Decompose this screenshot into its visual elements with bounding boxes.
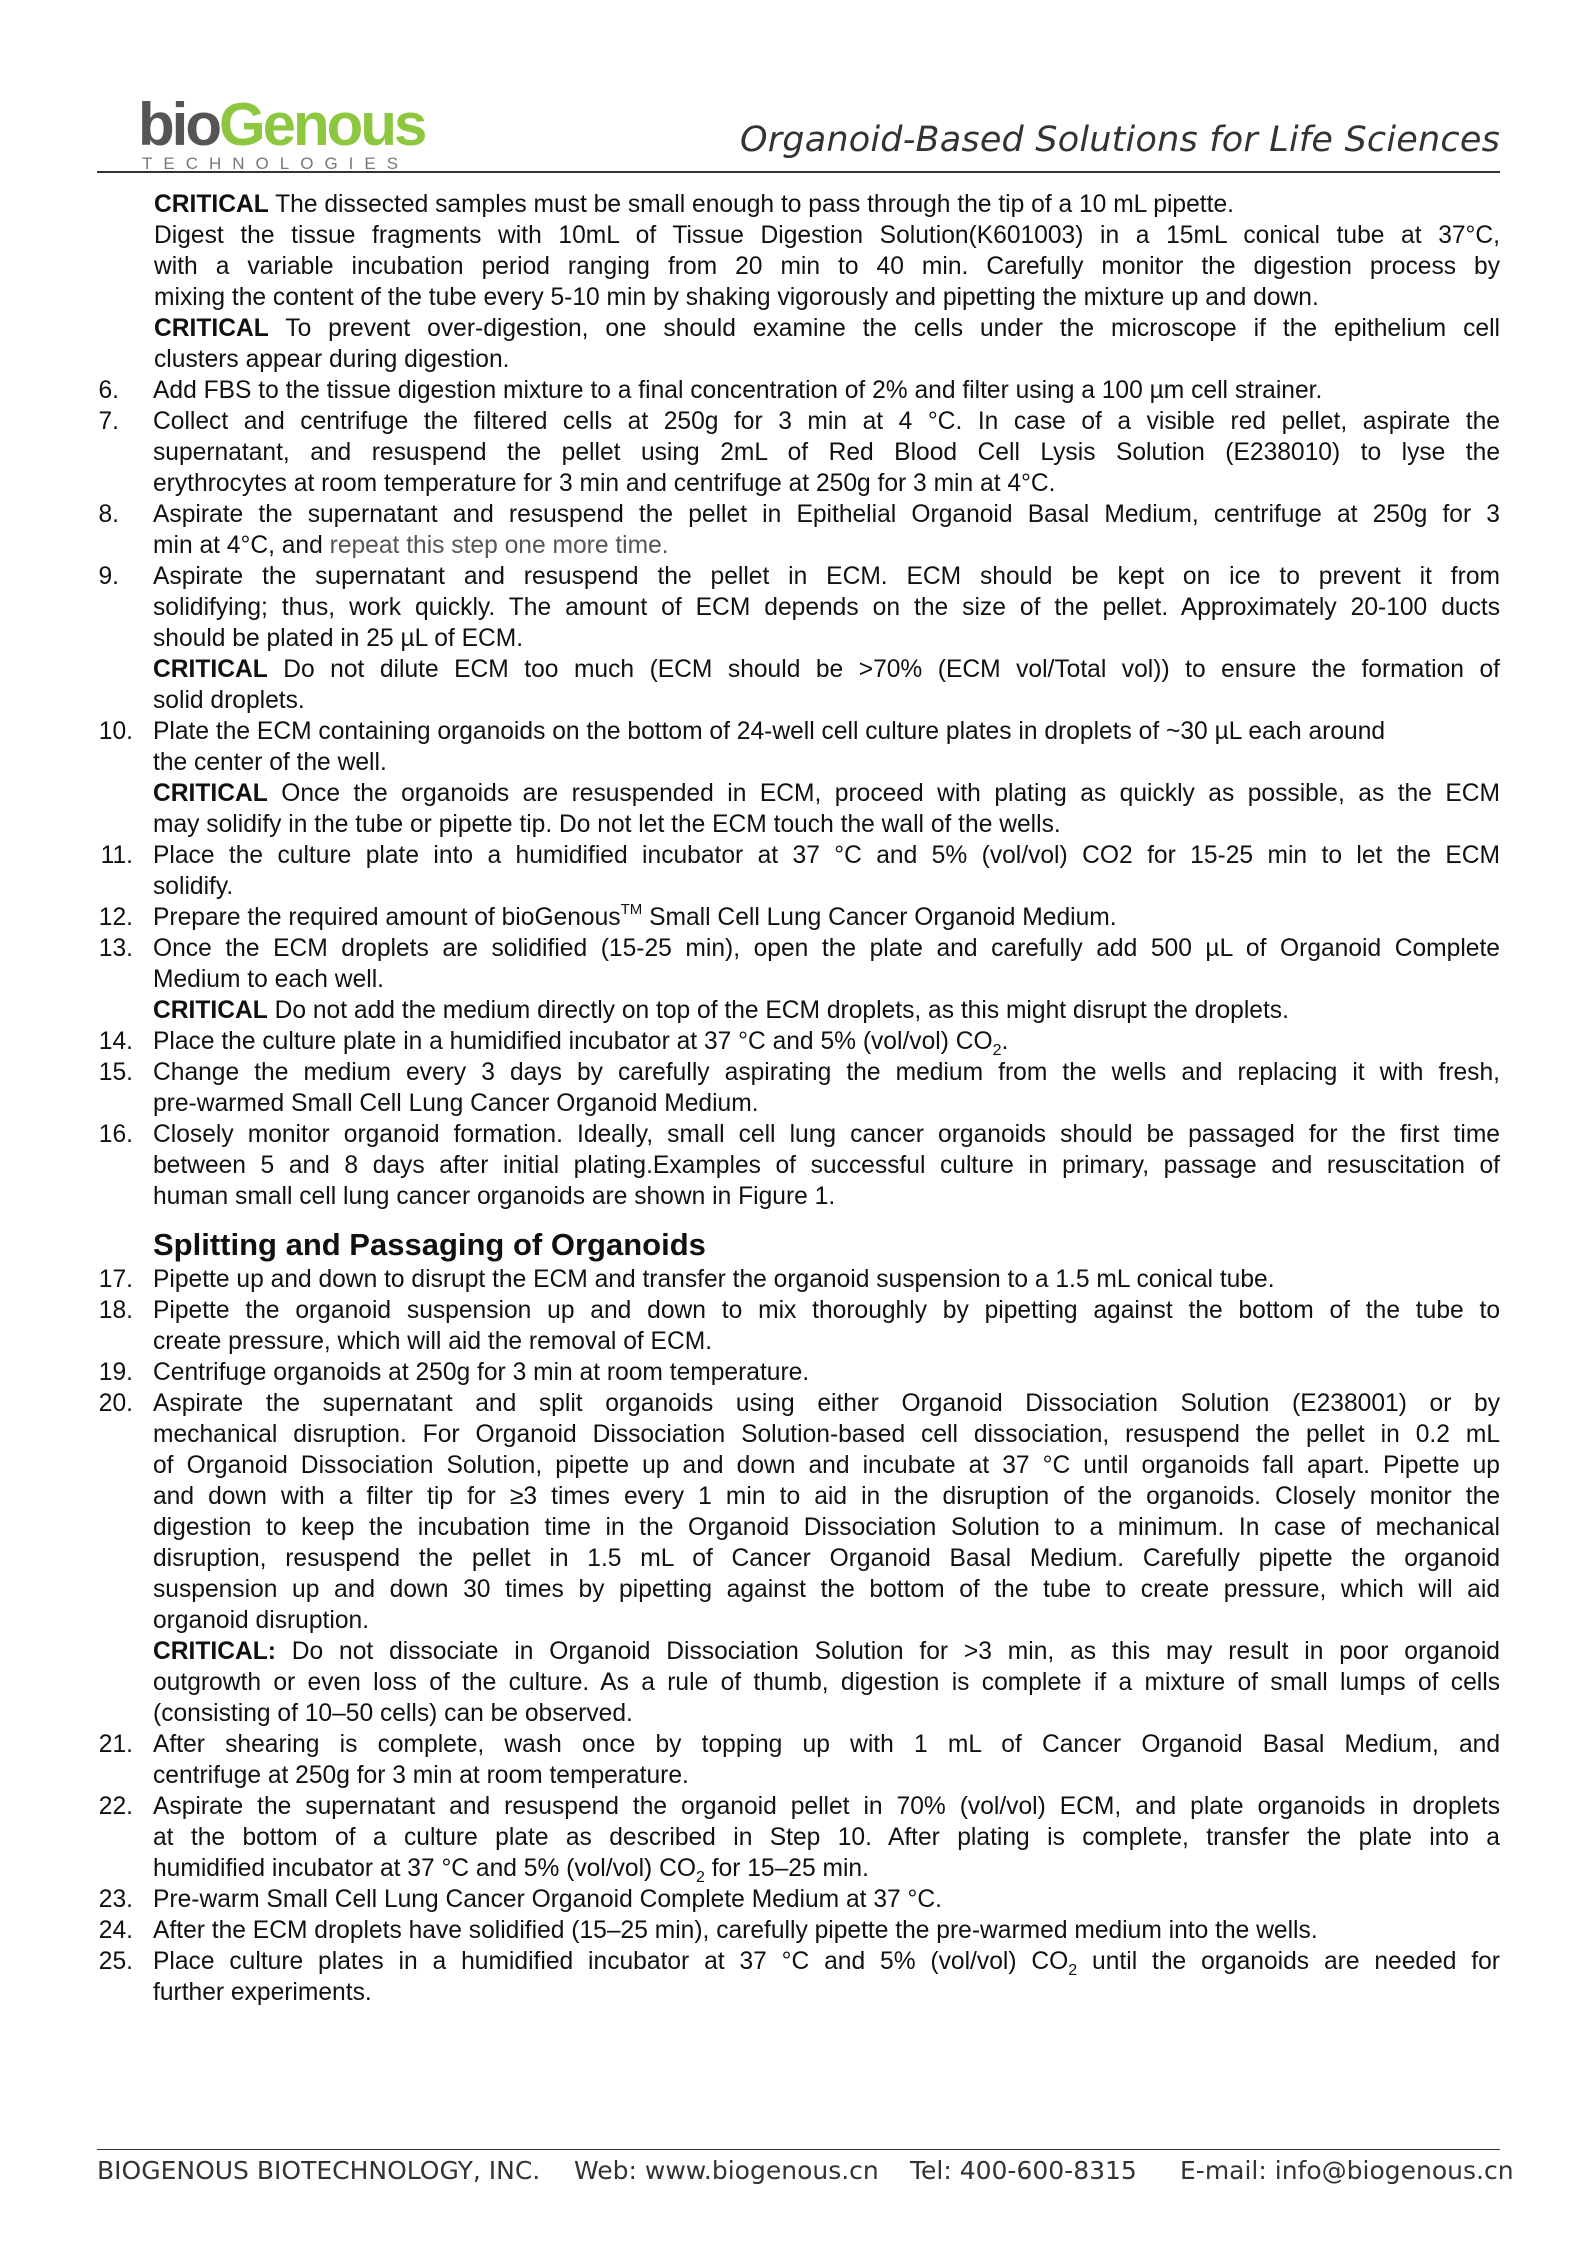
text-line <box>97 1450 1500 1481</box>
step-text: digestion to keep the incubation time in the Organoid Dissociation Solution to a minimum. In case of mechanical <box>153 1514 1500 1541</box>
list-item <box>97 1884 1500 1915</box>
text-line <box>97 189 1500 220</box>
step-text: Aspirate the supernatant and resuspend the pellet in Epithelial Organoid Basal Medium, centrifuge at 250g for 3 <box>153 501 1500 528</box>
step-text: Prepare the required amount of bioGenous <box>153 904 621 931</box>
list-item <box>97 1057 1500 1088</box>
step-text: (consisting of 10–50 cells) can be observed. <box>153 1700 633 1727</box>
step-text: Small Cell Lung Cancer Organoid Medium. <box>642 904 1117 931</box>
step-text: Collect and centrifuge the filtered cells at 250g for 3 min at 4 °C. In case of a visible red pellet, aspirate the <box>153 408 1500 435</box>
step-text: centrifuge at 250g for 3 min at room temperature. <box>153 1762 689 1789</box>
subscript: 2 <box>695 1868 705 1886</box>
list-item <box>97 499 1500 530</box>
step-text-grey: repeat this step one more time. <box>329 532 669 559</box>
text-line <box>97 282 1500 313</box>
step-number: 11. <box>100 842 133 869</box>
paragraph-line: with a variable incubation period ranging from 20 min to 40 min. Carefully monitor the digestion process by <box>154 253 1500 280</box>
step-text: may solidify in the tube or pipette tip. Do not let the ECM touch the wall of the wells. <box>153 811 1061 838</box>
logo-subtitle: TECHNOLOGIES <box>142 154 410 173</box>
footer-web: Web: www.biogenous.cn <box>574 2156 879 2185</box>
list-item <box>97 902 1500 933</box>
text-line <box>97 778 1500 809</box>
step-text: pre-warmed Small Cell Lung Cancer Organoid Medium. <box>153 1090 759 1117</box>
step-text: Plate the ECM containing organoids on the bottom of 24-well cell culture plates in droplets of ~30 µL each around <box>153 718 1386 745</box>
list-item <box>97 406 1500 437</box>
critical-label: CRITICAL <box>153 997 268 1024</box>
step-number: 25. <box>98 1948 133 1975</box>
step-text: erythrocytes at room temperature for 3 min and centrifuge at 250g for 3 min at 4°C. <box>153 470 1056 497</box>
step-text: further experiments. <box>153 1979 372 2006</box>
step-number: 22. <box>98 1793 133 1820</box>
step-text: outgrowth or even loss of the culture. As a rule of thumb, digestion is complete if a mixture of small lumps of cells <box>153 1669 1500 1696</box>
step-text: at the bottom of a culture plate as described in Step 10. After plating is complete, transfer the plate into a <box>153 1824 1500 1851</box>
text-line <box>97 1760 1500 1791</box>
text-line <box>97 1853 1500 1884</box>
step-number: 13. <box>98 935 133 962</box>
step-number: 21. <box>98 1731 133 1758</box>
text-line <box>97 1088 1500 1119</box>
step-text: Aspirate the supernatant and resuspend the organoid pellet in 70% (vol/vol) ECM, and plate organoids in droplets <box>153 1793 1500 1820</box>
text-line <box>97 1698 1500 1729</box>
footer-tel: Tel: 400-600-8315 <box>910 2156 1137 2185</box>
logo-wordmark <box>138 92 424 158</box>
step-text: create pressure, which will aid the removal of ECM. <box>153 1328 713 1355</box>
footer-company: BIOGENOUS BIOTECHNOLOGY, INC. <box>97 2156 541 2185</box>
step-text: until the organoids are needed for <box>1077 1948 1500 1975</box>
step-number: 8. <box>98 501 119 528</box>
step-text: Add FBS to the tissue digestion mixture to a final concentration of 2% and filter using a 100 µm cell strainer. <box>153 377 1323 404</box>
text-line <box>97 1181 1500 1212</box>
critical-text: To prevent over-digestion, one should examine the cells under the microscope if the epithelium cell <box>268 315 1500 342</box>
step-text: suspension up and down 30 times by pipetting against the bottom of the tube to create pressure, which will aid <box>153 1576 1500 1603</box>
step-number: 12. <box>98 904 133 931</box>
step-number: 15. <box>98 1059 133 1086</box>
step-text: supernatant, and resuspend the pellet using 2mL of Red Blood Cell Lysis Solution (E238010) to lyse the <box>153 439 1500 466</box>
step-number: 6. <box>98 377 119 404</box>
step-text: and down with a filter tip for ≥3 times every 1 min to aid in the disruption of the organoids. Closely monitor the <box>153 1483 1500 1510</box>
subscript: 2 <box>1068 1961 1078 1979</box>
step-text: solidify. <box>153 873 234 900</box>
step-text: After shearing is complete, wash once by topping up with 1 mL of Cancer Organoid Basal Medium, and <box>153 1731 1500 1758</box>
step-text: Pipette the organoid suspension up and down to mix thoroughly by pipetting against the bottom of the tube to <box>153 1297 1500 1324</box>
list-item <box>97 840 1500 871</box>
step-number: 10. <box>98 718 133 745</box>
step-text: min at 4°C, and <box>153 532 330 559</box>
step-text: Centrifuge organoids at 250g for 3 min at room temperature. <box>153 1359 810 1386</box>
step-text: human small cell lung cancer organoids are shown in Figure 1. <box>153 1183 836 1210</box>
list-item <box>97 716 1500 747</box>
critical-label: CRITICAL <box>154 191 269 218</box>
step-text: Place culture plates in a humidified incubator at 37 °C and 5% (vol/vol) CO <box>153 1948 1069 1975</box>
step-number: 19. <box>98 1359 133 1386</box>
text-line <box>97 1419 1500 1450</box>
step-number: 14. <box>98 1028 133 1055</box>
list-item <box>97 1295 1500 1326</box>
step-text: humidified incubator at 37 °C and 5% (vol/vol) CO <box>153 1855 696 1882</box>
step-number: 7. <box>98 408 119 435</box>
text-line <box>97 747 1500 778</box>
list-item <box>97 1026 1500 1057</box>
step-number: 23. <box>98 1886 133 1913</box>
step-number: 17. <box>98 1266 133 1293</box>
text-line <box>97 220 1500 251</box>
step-text: solid droplets. <box>153 687 305 714</box>
step-number: 24. <box>98 1917 133 1944</box>
section-heading-text: Splitting and Passaging of Organoids <box>153 1227 706 1262</box>
list-item <box>97 1388 1500 1419</box>
list-item <box>97 1729 1500 1760</box>
text-line <box>97 344 1500 375</box>
critical-label: CRITICAL <box>153 656 268 683</box>
trademark-mark: TM <box>620 900 643 918</box>
critical-label: CRITICAL <box>154 315 269 342</box>
step-text: Closely monitor organoid formation. Ideally, small cell lung cancer organoids should be passaged for the first time <box>153 1121 1500 1148</box>
critical-text: Do not dissociate in Organoid Dissociation Solution for >3 min, as this may result in poor organoid <box>275 1638 1500 1665</box>
text-line <box>97 1543 1500 1574</box>
text-line <box>97 964 1500 995</box>
list-item <box>97 1357 1500 1388</box>
step-text: organoid disruption. <box>153 1607 370 1634</box>
text-line <box>97 871 1500 902</box>
text-line <box>97 1605 1500 1636</box>
text-line <box>97 1667 1500 1698</box>
text-line <box>97 623 1500 654</box>
subscript: 2 <box>992 1041 1002 1059</box>
critical-text: The dissected samples must be small enough to pass through the tip of a 10 mL pipette. <box>268 191 1234 218</box>
step-text: between 5 and 8 days after initial plating.Examples of successful culture in primary, passage and resuscitation of <box>153 1152 1500 1179</box>
paragraph-line: Digest the tissue fragments with 10mL of Tissue Digestion Solution(K601003) in a 15mL conical tube at 37°C, <box>154 222 1500 249</box>
step-text: mechanical disruption. For Organoid Dissociation Solution-based cell dissociation, resuspend the pellet in 0.2 mL <box>153 1421 1500 1448</box>
text-line <box>97 1822 1500 1853</box>
footer-email: E-mail: info@biogenous.cn <box>1180 2156 1514 2185</box>
step-text: After the ECM droplets have solidified (15–25 min), carefully pipette the pre-warmed medium into the wells. <box>153 1917 1318 1944</box>
text-line <box>97 1150 1500 1181</box>
step-text: of Organoid Dissociation Solution, pipette up and down and incubate at 37 °C until organoids fall apart. Pipette up <box>153 1452 1500 1479</box>
step-text: . <box>1001 1028 1009 1055</box>
text-line <box>97 1977 1500 2008</box>
step-text: Aspirate the supernatant and split organoids using either Organoid Dissociation Solution (E238001) or by <box>153 1390 1500 1417</box>
list-item <box>97 1915 1500 1946</box>
text-line <box>97 654 1500 685</box>
step-text: Aspirate the supernatant and resuspend the pellet in ECM. ECM should be kept on ice to prevent it from <box>153 563 1500 590</box>
list-item <box>97 1264 1500 1295</box>
step-text: for 15–25 min. <box>704 1855 869 1882</box>
step-text: should be plated in 25 µL of ECM. <box>153 625 524 652</box>
step-text: Pre-warm Small Cell Lung Cancer Organoid Complete Medium at 37 °C. <box>153 1886 942 1913</box>
critical-label: CRITICAL: <box>153 1638 276 1665</box>
list-item <box>97 1946 1500 1977</box>
critical-text: Do not dilute ECM too much (ECM should be >70% (ECM vol/Total vol)) to ensure the formation of <box>267 656 1500 683</box>
step-text: Pipette up and down to disrupt the ECM and transfer the organoid suspension to a 1.5 mL conical tube. <box>153 1266 1275 1293</box>
text-line <box>97 530 1500 561</box>
company-logo <box>138 92 458 172</box>
paragraph-line: clusters appear during digestion. <box>154 346 510 373</box>
text-line <box>97 251 1500 282</box>
step-number: 9. <box>98 563 119 590</box>
text-line <box>97 685 1500 716</box>
critical-text: Do not add the medium directly on top of the ECM droplets, as this might disrupt the droplets. <box>267 997 1289 1024</box>
text-line <box>97 1326 1500 1357</box>
logo-genous: Genous <box>218 91 425 158</box>
text-line <box>97 1512 1500 1543</box>
text-line <box>97 592 1500 623</box>
step-number: 18. <box>98 1297 133 1324</box>
critical-label: CRITICAL <box>153 780 268 807</box>
text-line <box>97 1481 1500 1512</box>
step-text: disruption, resuspend the pellet in 1.5 mL of Cancer Organoid Basal Medium. Carefully pipette the organoid <box>153 1545 1500 1572</box>
text-line <box>97 1636 1500 1667</box>
list-item <box>97 1119 1500 1150</box>
list-item <box>97 561 1500 592</box>
text-line <box>97 809 1500 840</box>
logo-bio: bio <box>138 91 219 158</box>
step-text: Medium to each well. <box>153 966 385 993</box>
header-tagline: Organoid-Based Solutions for Life Sciences <box>739 120 1500 160</box>
text-line <box>97 437 1500 468</box>
step-text: the center of the well. <box>153 749 387 776</box>
section-heading <box>97 1227 1500 1263</box>
text-line <box>97 995 1500 1026</box>
critical-text: Once the organoids are resuspended in ECM, proceed with plating as quickly as possible, as the ECM <box>267 780 1500 807</box>
list-item <box>97 375 1500 406</box>
list-item <box>97 933 1500 964</box>
step-text: Place the culture plate in a humidified incubator at 37 °C and 5% (vol/vol) CO <box>153 1028 993 1055</box>
step-text: Place the culture plate into a humidified incubator at 37 °C and 5% (vol/vol) CO2 for 15-25 min to let the ECM <box>153 842 1500 869</box>
step-number: 20. <box>98 1390 133 1417</box>
text-line <box>97 468 1500 499</box>
text-line <box>97 313 1500 344</box>
text-line <box>97 1574 1500 1605</box>
header-divider <box>97 171 1500 173</box>
step-text: Change the medium every 3 days by carefully aspirating the medium from the wells and replacing it with fresh, <box>153 1059 1500 1086</box>
step-text: solidifying; thus, work quickly. The amount of ECM depends on the size of the pellet. Approximately 20-100 ducts <box>153 594 1500 621</box>
footer-divider <box>97 2149 1500 2150</box>
list-item <box>97 1791 1500 1822</box>
step-number: 16. <box>98 1121 133 1148</box>
step-text: Once the ECM droplets are solidified (15-25 min), open the plate and carefully add 500 µL of Organoid Complete <box>153 935 1500 962</box>
paragraph-line: mixing the content of the tube every 5-10 min by shaking vigorously and pipetting the mixture up and down. <box>154 284 1319 311</box>
